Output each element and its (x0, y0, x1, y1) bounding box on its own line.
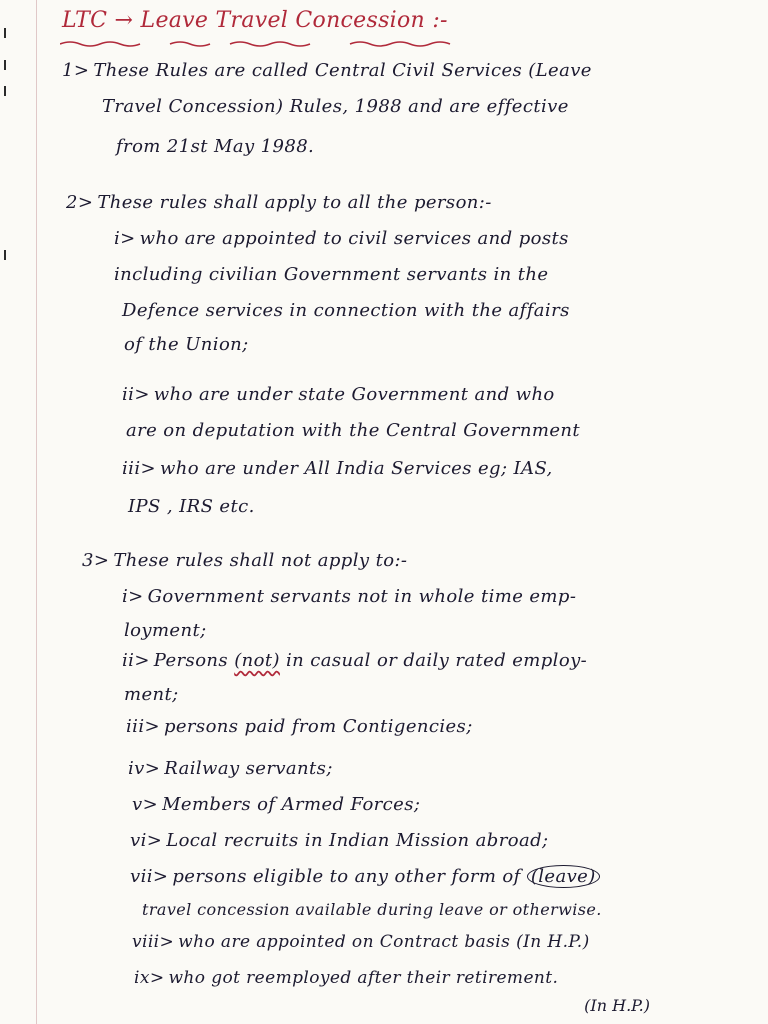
rule-3-item-9-label: ix> (134, 968, 165, 988)
binding-mark (4, 250, 6, 260)
rule-1-text: These Rules are called Central Civil Services (Leave (93, 60, 592, 81)
rule-3-intro-text: These rules shall not apply to:- (113, 550, 408, 571)
rule-3-item-4-label: iv> (128, 758, 161, 779)
rule-2-item-3-text: who are under All India Services eg; IAS, (159, 458, 553, 479)
rule-2-item-1-line-3: Defence services in connection with the affairs (122, 300, 570, 321)
rule-1-label: 1> (62, 60, 90, 81)
rule-3-intro (82, 552, 407, 570)
rule-3-item-2-marked: (not) (234, 650, 280, 671)
rule-3-item-3-label: iii> (126, 716, 160, 737)
rule-3-item-3 (126, 718, 473, 736)
rule-3-item-2-line-2: ment; (124, 684, 179, 705)
rule-3-item-7-label: vii> (130, 866, 169, 887)
rule-3-item-1-text: Government servants not in whole time emp- (147, 586, 577, 607)
rule-3-item-5 (132, 796, 420, 814)
rule-3-item-6-text: Local recruits in Indian Mission abroad; (166, 830, 549, 851)
rule-3-item-6 (130, 832, 548, 850)
rule-2-label: 2> (66, 192, 94, 213)
rule-3-item-7-line-1 (130, 868, 600, 886)
rule-1-line-3: from 21st May 1988. (116, 136, 315, 157)
rule-2-intro (66, 194, 492, 212)
rule-3-item-7-pre: persons eligible to any other form of (172, 866, 527, 887)
rule-3-item-7-line-2: travel concession available during leave or otherwise. (142, 900, 602, 919)
rule-3-item-8 (132, 934, 590, 951)
rule-2-intro-text: These rules shall apply to all the person:- (97, 192, 492, 213)
rule-2-item-2-line-2: are on deputation with the Central Government (126, 420, 581, 441)
rule-3-item-2-post: in casual or daily rated employ- (279, 650, 588, 671)
rule-2-item-2-text: who are under state Government and who (153, 384, 555, 405)
binding-mark (4, 86, 6, 96)
rule-1-line-2: Travel Concession) Rules, 1988 and are effective (102, 96, 569, 117)
rule-3-item-1-line-1 (122, 588, 576, 606)
margin-line (36, 0, 37, 1024)
rule-2-item-1-label: i> (114, 228, 136, 249)
rule-3-footnote: (In H.P.) (584, 996, 650, 1015)
rule-3-item-8-label: viii> (132, 932, 175, 952)
rule-3-item-2-pre: Persons (153, 650, 235, 671)
rule-3-item-6-label: vi> (130, 830, 163, 851)
rule-3-item-2-label: ii> (122, 650, 150, 671)
rule-3-item-5-text: Members of Armed Forces; (162, 794, 421, 815)
rule-1-line-1 (62, 62, 592, 80)
rule-3-item-7-circled: (leave) (527, 865, 600, 888)
rule-3-item-1-label: i> (122, 586, 144, 607)
binding-mark (4, 28, 6, 38)
rule-2-item-2-label: ii> (122, 384, 150, 405)
rule-3-item-5-label: v> (132, 794, 159, 815)
rule-3-label: 3> (82, 550, 110, 571)
rule-3-item-8-text: who are appointed on Contract basis (In H.P.) (178, 932, 590, 952)
page-title: LTC → Leave Travel Concession :- (62, 8, 448, 33)
binding-mark (4, 60, 6, 70)
rule-3-item-4-text: Railway servants; (164, 758, 333, 779)
rule-3-item-9 (134, 970, 558, 987)
rule-2-item-3-line-2: IPS , IRS etc. (128, 496, 255, 517)
rule-3-item-2-line-1 (122, 652, 587, 670)
rule-2-item-3-line-1 (122, 460, 553, 478)
rule-3-item-9-text: who got reemployed after their retirement. (168, 968, 559, 988)
rule-3-item-3-text: persons paid from Contigencies; (163, 716, 473, 737)
rule-2-item-1-line-2: including civilian Government servants in the (114, 264, 549, 285)
rule-3-item-4 (128, 760, 333, 778)
rule-2-item-3-label: iii> (122, 458, 156, 479)
rule-2-item-1-text: who are appointed to civil services and posts (139, 228, 569, 249)
title-underline (60, 40, 460, 48)
rule-3-item-1-line-2: loyment; (124, 620, 207, 641)
rule-2-item-1-line-1 (114, 230, 569, 248)
rule-2-item-1-line-4: of the Union; (124, 334, 249, 355)
rule-2-item-2-line-1 (122, 386, 555, 404)
